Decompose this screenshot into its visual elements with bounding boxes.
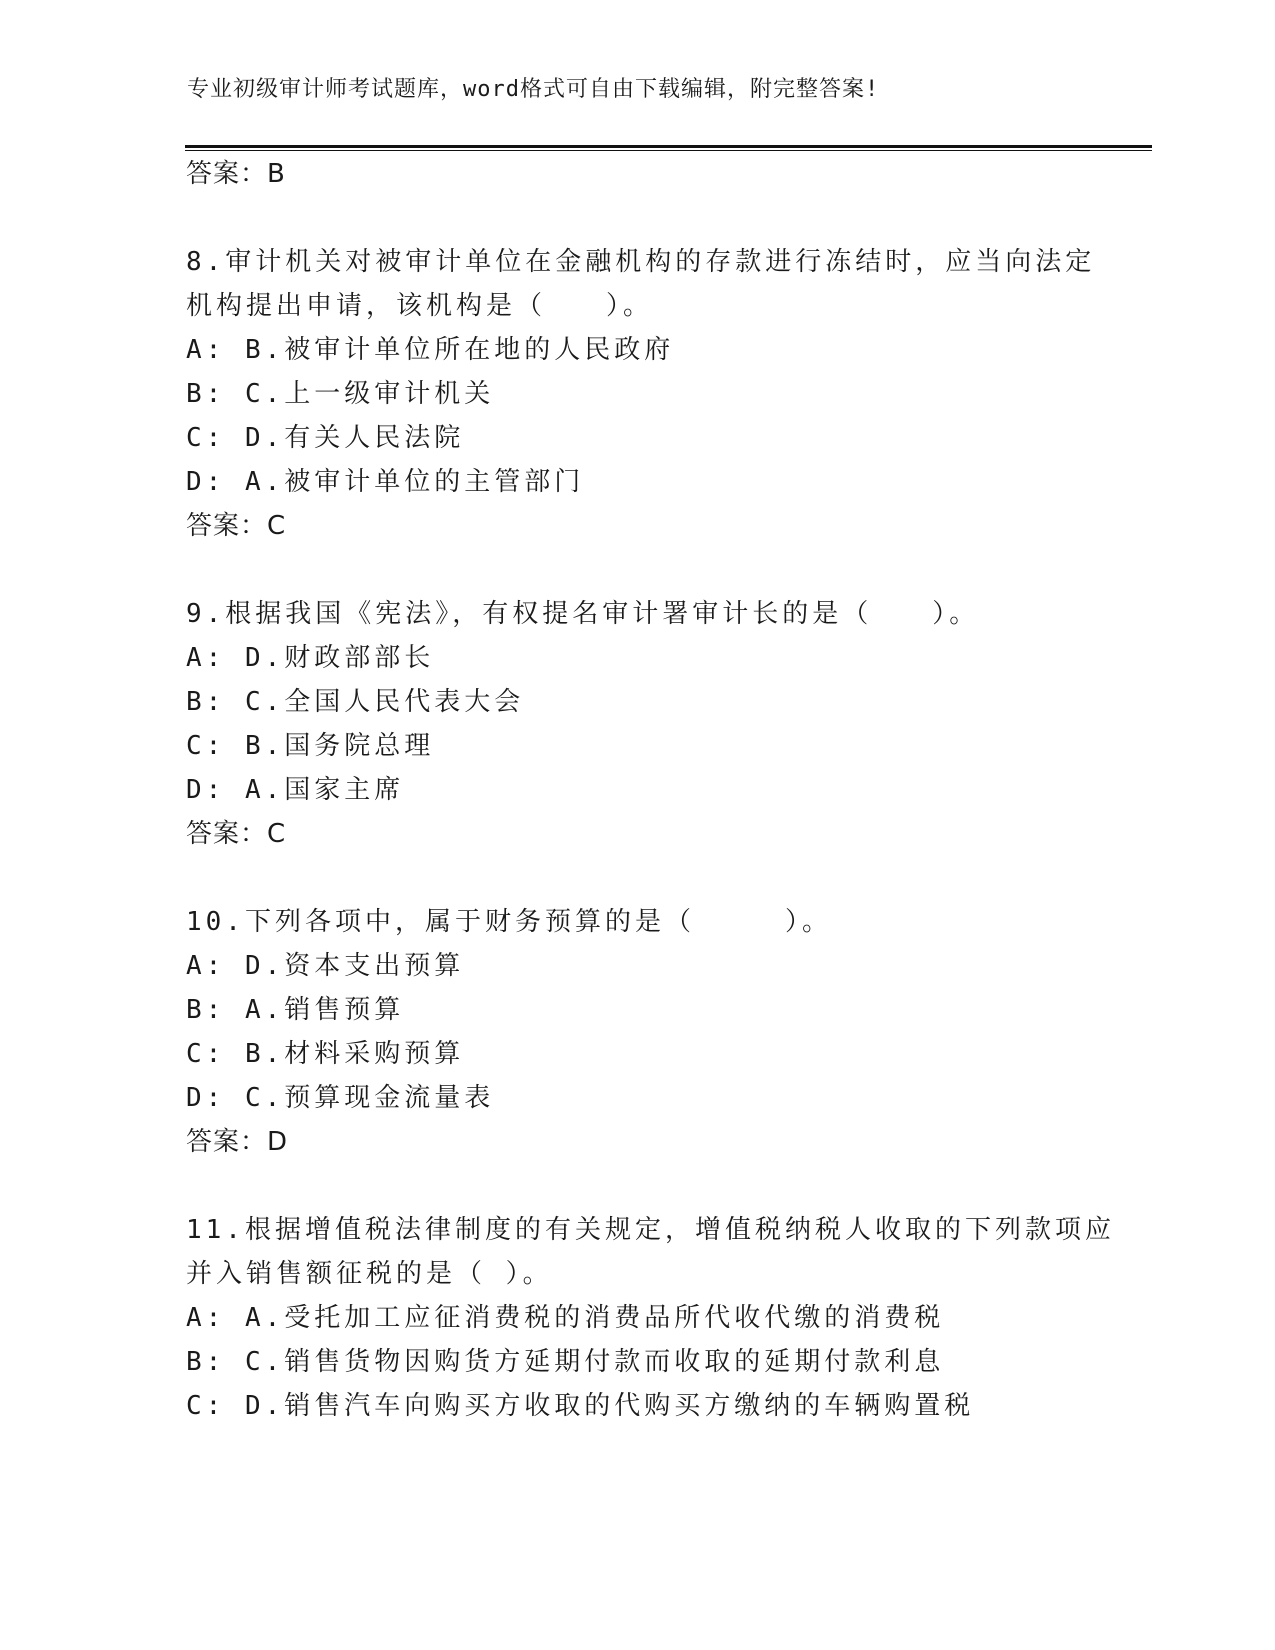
question-11-option-a: A: A.受托加工应征消费税的消费品所代收代缴的消费税 <box>186 1303 945 1333</box>
question-10-option-b: B: A.销售预算 <box>186 995 405 1025</box>
answer-prev: 答案：B <box>186 159 286 189</box>
question-8-option-a: A: B.被审计单位所在地的人民政府 <box>186 335 675 365</box>
question-8-option-d: D: A.被审计单位的主管部门 <box>186 467 585 497</box>
question-8-answer: 答案：C <box>186 511 287 541</box>
question-9-option-b: B: C.全国人民代表大会 <box>186 687 525 717</box>
question-10-stem-line-1: 10.下列各项中，属于财务预算的是（ ）。 <box>186 907 832 937</box>
question-10-option-c: C: B.材料采购预算 <box>186 1039 465 1069</box>
question-9-answer: 答案：C <box>186 819 287 849</box>
question-11-option-c: C: D.销售汽车向购买方收取的代购买方缴纳的车辆购置税 <box>186 1391 975 1421</box>
question-8-stem-line-2: 机构提出申请，该机构是（ ）。 <box>186 291 654 321</box>
question-10-option-d: D: C.预算现金流量表 <box>186 1083 495 1113</box>
question-10-answer: 答案：D <box>186 1127 289 1157</box>
question-8-option-b: B: C.上一级审计机关 <box>186 379 495 409</box>
question-11-option-b: B: C.销售货物因购货方延期付款而收取的延期付款利息 <box>186 1347 945 1377</box>
question-8-option-c: C: D.有关人民法院 <box>186 423 465 453</box>
header-rule-thin <box>185 150 1152 151</box>
question-11-stem-line-1: 11.根据增值税法律制度的有关规定，增值税纳税人收取的下列款项应 <box>186 1215 1115 1245</box>
question-9-option-a: A: D.财政部部长 <box>186 643 435 673</box>
header-rule-thick <box>185 145 1152 148</box>
question-8-stem-line-1: 8.审计机关对被审计单位在金融机构的存款进行冻结时，应当向法定 <box>186 247 1096 277</box>
question-9-option-c: C: B.国务院总理 <box>186 731 435 761</box>
page-header: 专业初级审计师考试题库，word格式可自由下载编辑，附完整答案! <box>187 77 880 102</box>
question-9-option-d: D: A.国家主席 <box>186 775 405 805</box>
question-11-stem-line-2: 并入销售额征税的是（ ）。 <box>186 1259 553 1289</box>
question-10-option-a: A: D.资本支出预算 <box>186 951 465 981</box>
question-9-stem-line-1: 9.根据我国《宪法》，有权提名审计署审计长的是（ ）。 <box>186 599 980 629</box>
